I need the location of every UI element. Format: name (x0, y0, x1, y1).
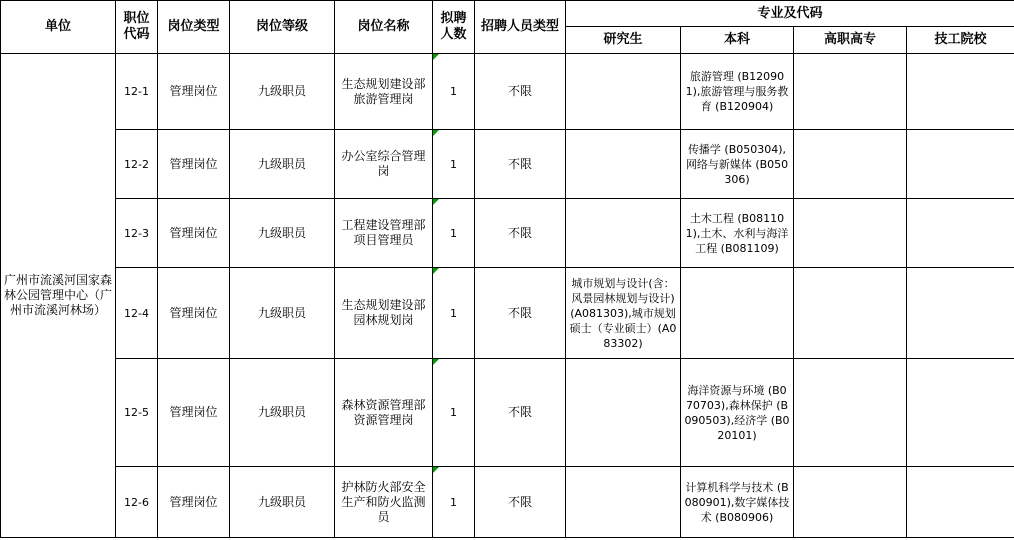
count-value: 1 (450, 306, 457, 320)
technical-cell (907, 268, 1014, 359)
green-triangle-icon (433, 199, 439, 205)
green-triangle-icon (433, 359, 439, 365)
technical-cell (907, 359, 1014, 467)
count-cell (433, 199, 475, 268)
vocational-cell (794, 359, 907, 467)
vocational-cell (794, 54, 907, 130)
vocational-cell (794, 268, 907, 359)
table-row (1, 199, 1014, 268)
code-cell: 12-5 (116, 359, 158, 467)
header-vocational: 高职高专 (794, 27, 907, 54)
count-cell (433, 54, 475, 130)
recruit-type-cell: 不限 (475, 54, 566, 130)
count-value: 1 (450, 495, 457, 509)
count-value: 1 (450, 85, 457, 98)
count-cell (433, 359, 475, 467)
header-recruit-type: 招聘人员类型 (475, 1, 566, 54)
table-body (1, 54, 1014, 538)
post-type-cell: 管理岗位 (158, 268, 230, 359)
count-value: 1 (450, 157, 457, 171)
graduate-cell (566, 199, 681, 268)
graduate-cell (566, 130, 681, 199)
post-name-cell: 生态规划建设部园林规划岗 (335, 268, 433, 359)
header-post-level: 岗位等级 (230, 1, 335, 54)
undergrad-cell: 计算机科学与技术 (B080901),数字媒体技术 (B080906) (681, 467, 794, 538)
header-count: 拟聘人数 (433, 1, 475, 54)
undergrad-cell: 旅游管理 (B120901),旅游管理与服务教育 (B120904) (681, 54, 794, 130)
header-undergrad: 本科 (681, 27, 794, 54)
graduate-cell: 城市规划与设计(含：风景园林规划与设计)(A081303),城市规划硕士（专业硕士）(A083302) (566, 268, 681, 359)
graduate-cell (566, 54, 681, 130)
header-post-name: 岗位名称 (335, 1, 433, 54)
vocational-cell (794, 130, 907, 199)
count-value: 1 (450, 406, 457, 419)
header-unit: 单位 (1, 1, 116, 54)
post-level-cell: 九级职员 (230, 54, 335, 130)
table-row (1, 467, 1014, 538)
code-cell: 12-3 (116, 199, 158, 268)
post-level-cell: 九级职员 (230, 467, 335, 538)
unit-name-cell: 广州市流溪河国家森林公园管理中心（广州市流溪河林场） (1, 54, 116, 538)
undergrad-cell: 传播学 (B050304),网络与新媒体 (B050306) (681, 130, 794, 199)
count-cell (433, 467, 475, 538)
code-cell: 12-4 (116, 268, 158, 359)
post-type-cell: 管理岗位 (158, 467, 230, 538)
code-cell: 12-1 (116, 54, 158, 130)
header-major-group: 专业及代码 (566, 1, 1014, 27)
recruit-type-cell: 不限 (475, 359, 566, 467)
recruit-type-cell: 不限 (475, 130, 566, 199)
undergrad-cell: 土木工程 (B081101),土木、水利与海洋工程 (B081109) (681, 199, 794, 268)
table-row (1, 359, 1014, 467)
code-cell: 12-2 (116, 130, 158, 199)
green-triangle-icon (433, 268, 439, 274)
code-cell: 12-6 (116, 467, 158, 538)
recruit-type-cell: 不限 (475, 467, 566, 538)
green-triangle-icon (433, 130, 439, 136)
header-post-type: 岗位类型 (158, 1, 230, 54)
count-cell (433, 268, 475, 359)
table-header (1, 1, 1014, 54)
post-name-cell: 办公室综合管理岗 (335, 130, 433, 199)
table-row (1, 130, 1014, 199)
graduate-cell (566, 467, 681, 538)
technical-cell (907, 467, 1014, 538)
table-row (1, 268, 1014, 359)
undergrad-cell: 海洋资源与环境 (B070703),森林保护 (B090503),经济学 (B020101) (681, 359, 794, 467)
vocational-cell (794, 467, 907, 538)
header-technical: 技工院校 (907, 27, 1014, 54)
recruit-type-cell: 不限 (475, 268, 566, 359)
post-type-cell: 管理岗位 (158, 54, 230, 130)
post-level-cell: 九级职员 (230, 130, 335, 199)
undergrad-cell (681, 268, 794, 359)
post-level-cell: 九级职员 (230, 359, 335, 467)
post-type-cell: 管理岗位 (158, 199, 230, 268)
graduate-cell (566, 359, 681, 467)
post-name-cell: 护林防火部安全生产和防火监测员 (335, 467, 433, 538)
post-type-cell: 管理岗位 (158, 130, 230, 199)
post-type-cell: 管理岗位 (158, 359, 230, 467)
green-triangle-icon (433, 54, 439, 60)
post-name-cell: 工程建设管理部项目管理员 (335, 199, 433, 268)
header-graduate: 研究生 (566, 27, 681, 54)
vocational-cell (794, 199, 907, 268)
post-level-cell: 九级职员 (230, 268, 335, 359)
count-cell (433, 130, 475, 199)
post-name-cell: 生态规划建设部旅游管理岗 (335, 54, 433, 130)
header-row-top (1, 1, 1014, 27)
technical-cell (907, 130, 1014, 199)
post-name-cell: 森林资源管理部资源管理岗 (335, 359, 433, 467)
post-level-cell: 九级职员 (230, 199, 335, 268)
count-value: 1 (450, 226, 457, 240)
green-triangle-icon (433, 467, 439, 473)
technical-cell (907, 199, 1014, 268)
table-row (1, 54, 1014, 130)
recruit-type-cell: 不限 (475, 199, 566, 268)
technical-cell (907, 54, 1014, 130)
header-code: 职位代码 (116, 1, 158, 54)
